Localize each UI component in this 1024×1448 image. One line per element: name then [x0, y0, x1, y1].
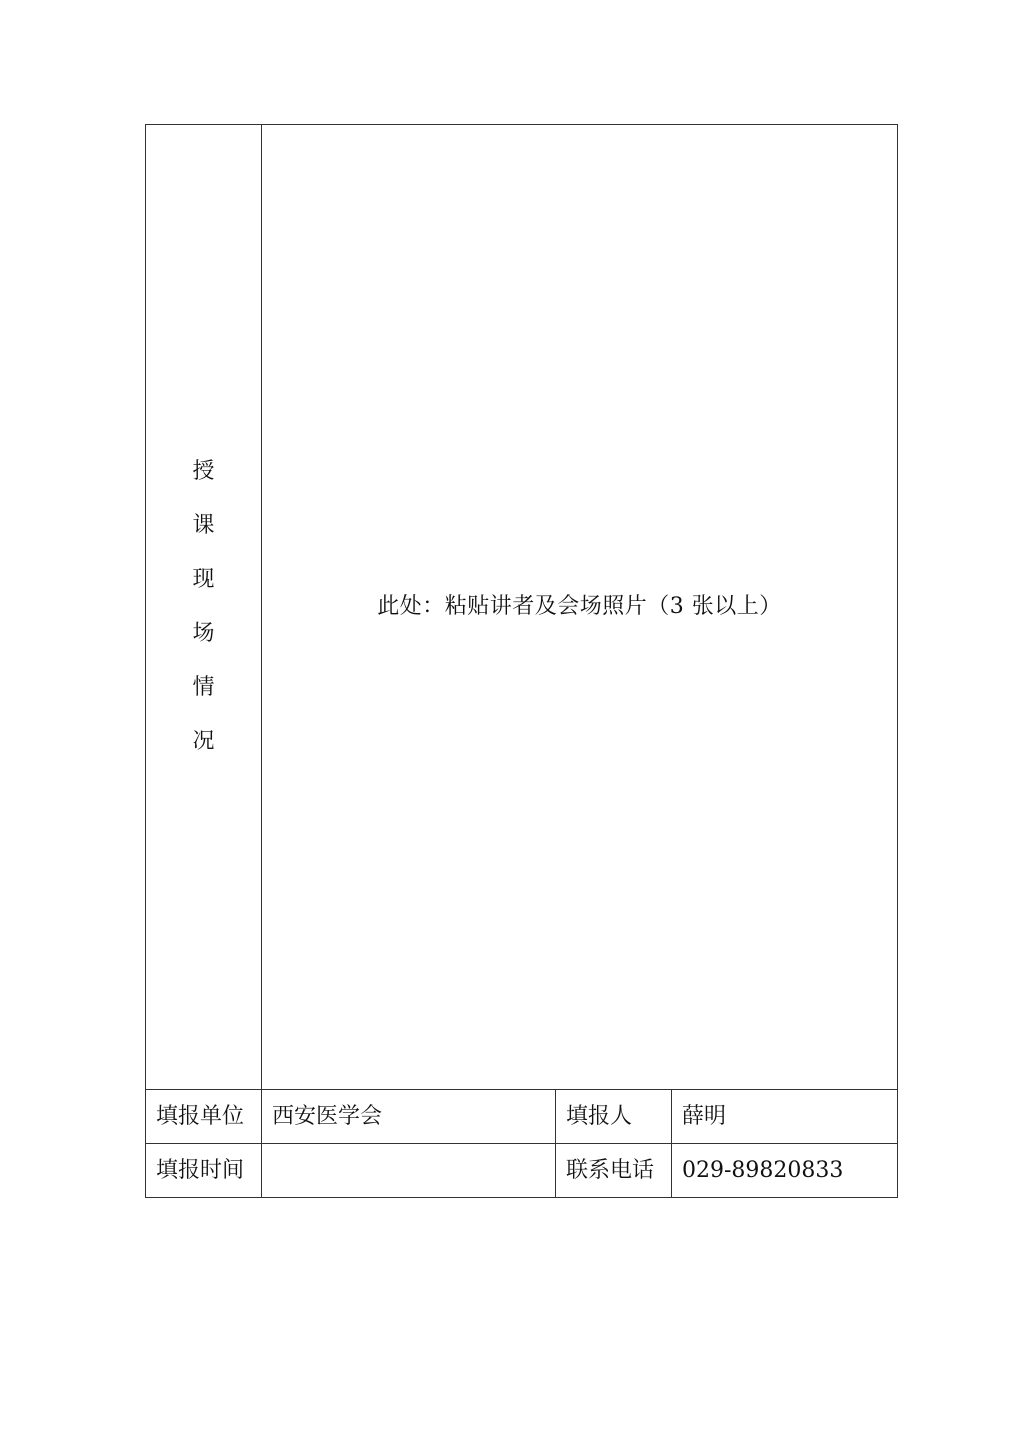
photo-placeholder-text: 此处：粘贴讲者及会场照片（3 张以上） — [377, 594, 782, 619]
unit-reporter-row — [146, 1090, 898, 1144]
label-char: 场 — [192, 621, 215, 646]
label-char: 况 — [192, 729, 215, 754]
phone-label: 联系电话 — [556, 1144, 672, 1198]
label-char: 授 — [192, 459, 215, 484]
label-char: 课 — [192, 513, 215, 538]
photo-paste-area[interactable] — [262, 125, 898, 1090]
unit-value[interactable]: 西安医学会 — [262, 1090, 556, 1144]
time-phone-row — [146, 1144, 898, 1198]
lecture-scene-row — [146, 125, 898, 1090]
time-value[interactable] — [262, 1144, 556, 1198]
phone-value[interactable]: 029-89820833 — [672, 1144, 898, 1198]
reporter-label: 填报人 — [556, 1090, 672, 1144]
report-form-table — [145, 124, 898, 1198]
lecture-scene-label — [146, 125, 262, 1090]
label-char: 情 — [192, 675, 215, 700]
unit-label: 填报单位 — [146, 1090, 262, 1144]
time-label: 填报时间 — [146, 1144, 262, 1198]
label-char: 现 — [192, 567, 215, 592]
reporter-value[interactable]: 薛明 — [672, 1090, 898, 1144]
